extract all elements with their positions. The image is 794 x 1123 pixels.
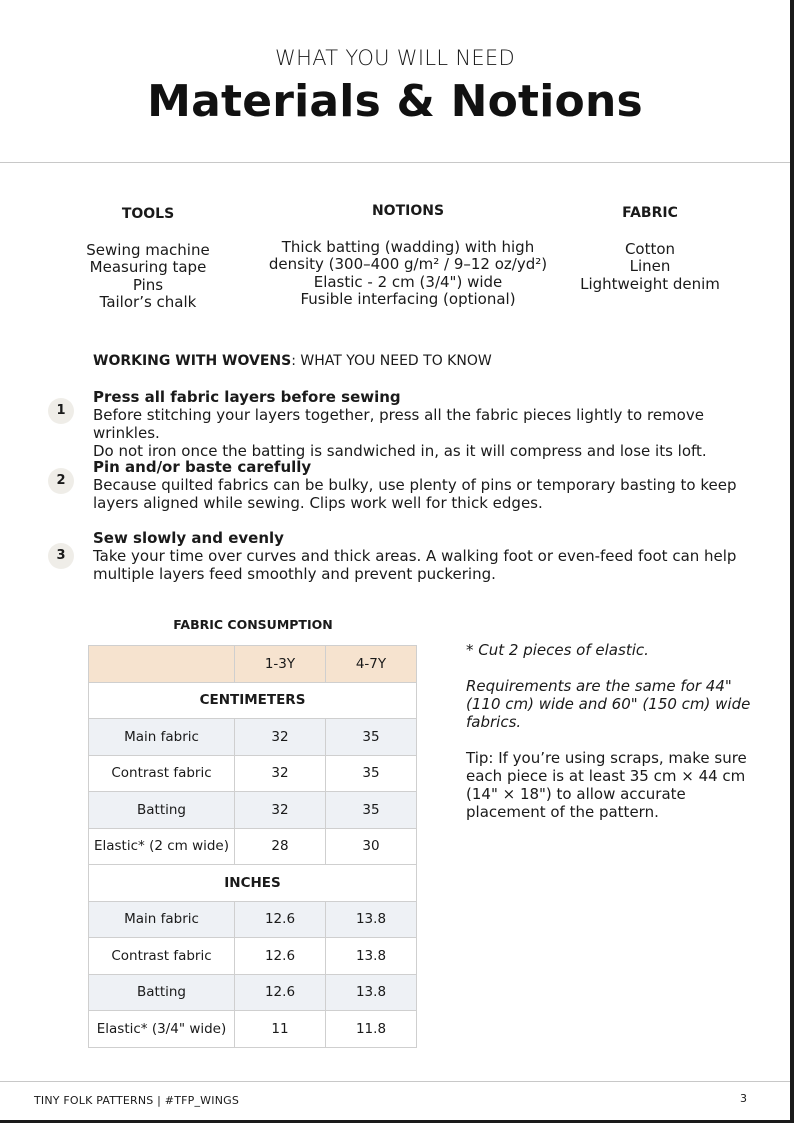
table-cell-value: 12.6 <box>235 974 326 1011</box>
fabric-item: Linen <box>629 257 671 275</box>
step-line: layers aligned while sewing. Clips work well for thick edges. <box>93 494 543 512</box>
table-cell-value: 12.6 <box>235 938 326 975</box>
step-number-badge: 3 <box>48 543 74 569</box>
tools-column <box>68 206 228 312</box>
table-row <box>89 755 417 792</box>
table-cell-value: 35 <box>326 755 417 792</box>
footer-divider <box>0 1081 790 1082</box>
table-cell-value: 28 <box>235 828 326 865</box>
step-line: Take your time over curves and thick areas. A walking foot or even-feed foot can help <box>93 547 737 565</box>
table-cell-value: 13.8 <box>326 974 417 1011</box>
step-line: Do not iron once the batting is sandwiched in, as it will compress and lose its loft. <box>93 442 707 460</box>
step-number-badge: 2 <box>48 468 74 494</box>
notions-item: Thick batting (wadding) with high <box>281 237 535 256</box>
wovens-heading-bold: WORKING WITH WOVENS <box>93 353 292 369</box>
table-cell-value: 11.8 <box>326 1011 417 1048</box>
table-cell-name: Elastic* (2 cm wide) <box>89 828 235 865</box>
table-cell-value: 30 <box>326 828 417 865</box>
table-row <box>89 828 417 865</box>
table-cell-name: Contrast fabric <box>89 755 235 792</box>
step-line: Before stitching your layers together, press all the fabric pieces lightly to remove wrinkles. <box>93 406 704 442</box>
table-cell-name: Main fabric <box>89 901 235 938</box>
notions-item: density (300–400 g/m² / 9–12 oz/yd²) <box>268 255 548 273</box>
page-edge-right <box>790 0 794 1123</box>
table-section-row <box>89 682 417 719</box>
table-cell-name: Batting <box>89 974 235 1011</box>
table-cell-name: Contrast fabric <box>89 938 235 975</box>
step-line: multiple layers feed smoothly and prevent puckering. <box>93 565 496 583</box>
step-title: Press all fabric layers before sewing <box>93 388 401 406</box>
step-title: Pin and/or baste carefully <box>93 458 312 476</box>
notions-item: Elastic - 2 cm (3/4") wide <box>313 272 503 291</box>
table-cell-value: 13.8 <box>326 938 417 975</box>
step-line: Because quilted fabrics can be bulky, use plenty of pins or temporary basting to keep <box>93 476 737 494</box>
table-row <box>89 901 417 938</box>
tools-item: Pins <box>132 275 164 294</box>
notions-item: Fusible interfacing (optional) <box>300 290 516 308</box>
notions-column <box>258 203 558 309</box>
step-number-badge: 1 <box>48 398 74 424</box>
tools-item: Tailor’s chalk <box>99 293 197 311</box>
table-cell-value: 12.6 <box>235 901 326 938</box>
table-header-row <box>89 646 417 683</box>
table-cell-value: 35 <box>326 792 417 829</box>
fabric-column <box>570 205 730 293</box>
tools-item: Measuring tape <box>89 258 207 276</box>
table-section-label: INCHES <box>89 865 417 902</box>
table-row <box>89 792 417 829</box>
table-header-cell: 1-3Y <box>235 646 326 683</box>
table-section-row <box>89 865 417 902</box>
step-body <box>93 458 753 512</box>
table-cell-name: Elastic* (3/4" wide) <box>89 1011 235 1048</box>
table-cell-value: 35 <box>326 719 417 756</box>
table-cell-value: 11 <box>235 1011 326 1048</box>
tools-item: Sewing machine <box>86 240 210 259</box>
fabric-item: Lightweight denim <box>580 274 720 293</box>
table-row <box>89 974 417 1011</box>
page-title: Materials & Notions <box>147 76 643 127</box>
table-row <box>89 938 417 975</box>
table-cell-value: 32 <box>235 719 326 756</box>
tools-heading: TOOLS <box>121 206 175 222</box>
step-body <box>93 529 753 583</box>
table-cell-name: Batting <box>89 792 235 829</box>
table-notes <box>466 641 766 839</box>
table-section-label: CENTIMETERS <box>89 682 417 719</box>
note-fabric-width: Requirements are the same for 44" (110 cm) wide and 60" (150 cm) wide fabrics. <box>466 677 751 731</box>
fabric-heading: FABRIC <box>622 205 678 221</box>
table-header-cell: 4-7Y <box>326 646 417 683</box>
wovens-heading <box>93 353 492 369</box>
page-kicker: WHAT YOU WILL NEED <box>275 46 515 70</box>
table-cell-name: Main fabric <box>89 719 235 756</box>
header-divider <box>0 162 790 163</box>
step-body <box>93 388 753 460</box>
note-elastic: * Cut 2 pieces of elastic. <box>466 641 649 659</box>
notions-heading: NOTIONS <box>371 203 445 219</box>
footer-label: TINY FOLK PATTERNS | #TFP_WINGS <box>34 1094 240 1107</box>
table-row <box>89 1011 417 1048</box>
page-number: 3 <box>740 1092 747 1105</box>
note-scraps-tip: Tip: If you’re using scraps, make sure each piece is at least 35 cm × 44 cm (14" × 18") to allow accurate placement of the pattern. <box>466 749 747 821</box>
table-row <box>89 719 417 756</box>
step-title: Sew slowly and evenly <box>93 529 284 547</box>
table-cell-value: 32 <box>235 792 326 829</box>
table-header-cell <box>89 646 235 683</box>
fabric-consumption-table <box>88 645 417 1048</box>
wovens-heading-rest: : WHAT YOU NEED TO KNOW <box>291 353 492 369</box>
table-cell-value: 32 <box>235 755 326 792</box>
table-title: FABRIC CONSUMPTION <box>173 617 333 632</box>
table-cell-value: 13.8 <box>326 901 417 938</box>
fabric-item: Cotton <box>624 239 676 258</box>
